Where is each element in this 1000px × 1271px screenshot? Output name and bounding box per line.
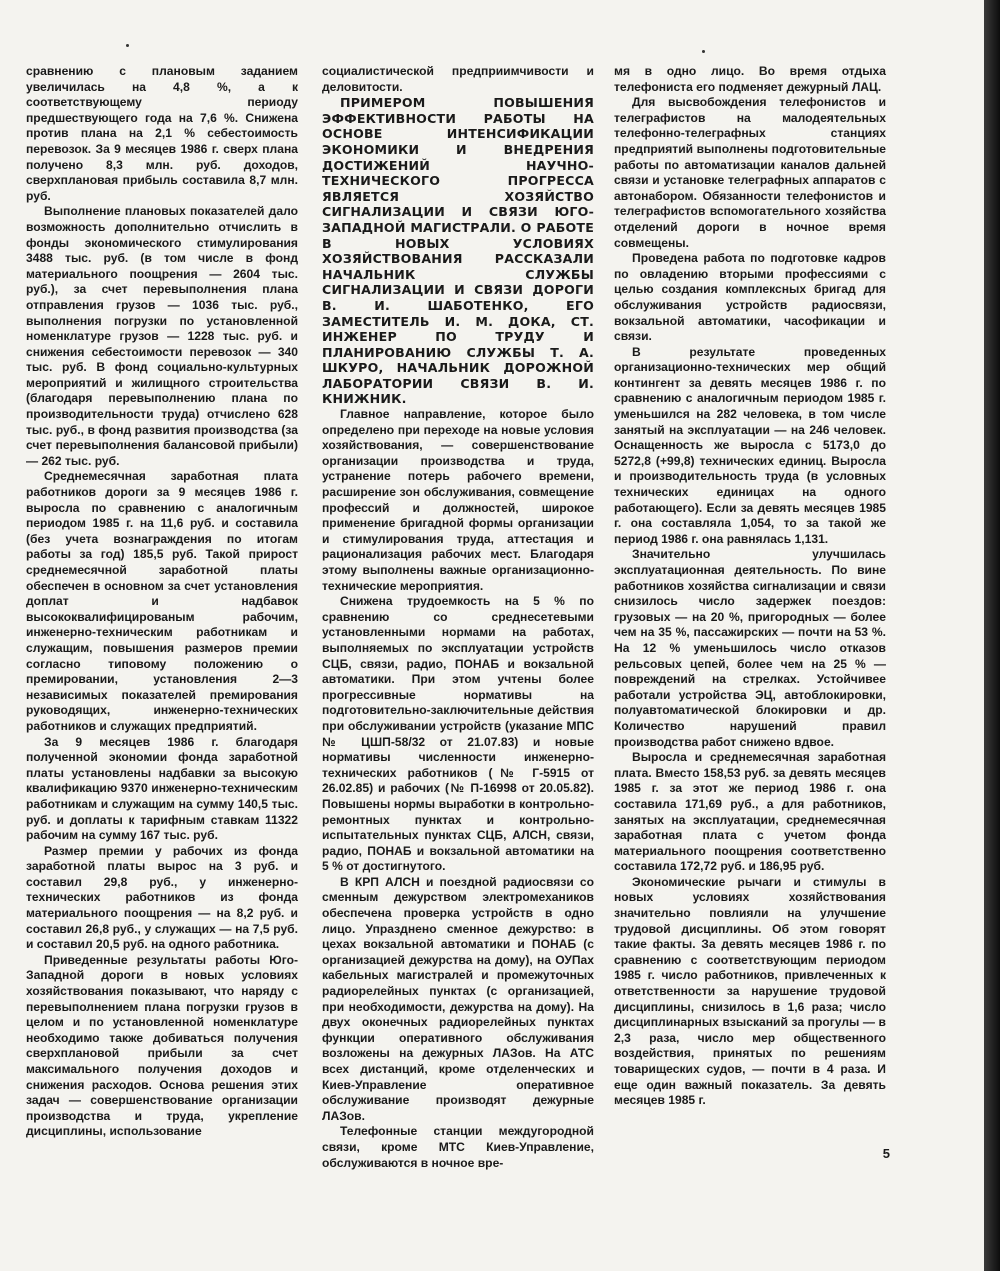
scan-speck	[126, 44, 129, 47]
paragraph: мя в одно лицо. Во время отдыха телефониста его подменяет дежурный ЛАЦ.	[614, 64, 886, 94]
text-column-3	[614, 64, 886, 1109]
paragraph: сравнению с плановым заданием увеличилась на 4,8 %, а к соответствующему периоду предшествующего года на 7,6 %. Снижена против плана на 2,1 % себестоимость перевозок. За 9 месяцев 1986 г. сверх плана получено 8,3 млн. руб. доходов, сверхплановая прибыль составила 8,7 млн. руб.	[26, 64, 298, 203]
paragraph: За 9 месяцев 1986 г. благодаря полученной экономии фонда заработной платы установлены надбавки за высокую квалификацию 9370 инженерно-техническим работникам и служащим на сумму 140,5 тыс. руб. и доплаты к тарифным ставкам 11322 рабочим на сумму 167 тыс. руб.	[26, 734, 298, 843]
text-column-2	[322, 64, 594, 1171]
paragraph: Главное направление, которое было определено при переходе на новые условия хозяйствования, — совершенствование организации производства и труда, устранение потерь рабочего времени, расширение зон обслуживания, совмещение профессий и должностей, широкое применение бригадной формы организации и стимулирования труда, аттестация и рационализация рабочих мест. Благодаря этому выполнены важные организационно-технические мероприятия.	[322, 407, 594, 593]
scan-edge	[984, 0, 1000, 1271]
paragraph: В результате проведенных организационно-технических мер общий контингент за девять месяцев 1986 г. по сравнению с аналогичным периодом 1985 г. уменьшился на 282 человека, в том числе занятый на эксплуатации — на 246 человек. Оснащенность же выросла с 5173,0 до 5272,8 (+99,8) технических единиц. Выросла и производительность труда (в условных технических единицах на одного работающего). Если за девять месяцев 1985 г. она составляла 1,054, то за такой же период 1986 г. она равнялась 1,131.	[614, 344, 886, 546]
paragraph: Выполнение плановых показателей дало возможность дополнительно отчислить в фонды экономического стимулирования 3488 тыс. руб. (в том числе в фонд материального поощрения — 2604 тыс. руб.), за счет перевыполнения плана отправления грузов — 1036 тыс. руб., выполнения погрузки по установленной номенклатуре грузов — 1228 тыс. руб. и снижения себестоимости перевозок — 340 тыс. руб. В фонд социально-культурных мероприятий и жилищного строительства (благодаря перевыполнению плана по производительности труда) отчислено 628 тыс. руб., в фонд развития производства (за счет перевыполнения балансовой прибыли) — 262 тыс. руб.	[26, 204, 298, 468]
paragraph: Для высвобождения телефонистов и телеграфистов на малодеятельных телефонно-телеграфных станциях предприятий выполнены подготовительные работы по автоматизации каналов дальней связи и установке телеграфных аппаратов с автонабором. Обязанности телефонистов и телеграфистов вспомогательного хозяйства отделений дороги в ночное время совмещены.	[614, 95, 886, 250]
paragraph: Среднемесячная заработная плата работников дороги за 9 месяцев 1986 г. выросла по сравнению с аналогичным периодом 1985 г. на 11,6 руб. и составила (без учета вознаграждения по итогам работы за год) 185,5 руб. Такой прирост среднемесячной заработной платы обеспечен в основном за счет установления доплат и надбавок высококвалифицированым рабочим, инженерно-техническим работникам и служащим, повышения размеров премии согласно типовому положению о премировании, установления 2—3 независимых показателей премирования руководящих, инженерно-технических работников и служащих предприятий.	[26, 469, 298, 733]
paragraph: социалистической предприимчивости и деловитости.	[322, 64, 594, 94]
lead-paragraph: ПРИМЕРОМ ПОВЫШЕНИЯ ЭФФЕКТИВНОСТИ РАБОТЫ НА ОСНОВЕ ИНТЕНСИФИКАЦИИ ЭКОНОМИКИ И ВНЕДРЕНИЯ ДОСТИЖЕНИЙ НАУЧНО-ТЕХНИЧЕСКОГО ПРОГРЕССА ЯВЛЯЕТСЯ ХОЗЯЙСТВО СИГНАЛИЗАЦИИ И СВЯЗИ ЮГО-ЗАПАДНОЙ МАГИСТРАЛИ. О РАБОТЕ В НОВЫХ УСЛОВИЯХ ХОЗЯЙСТВОВАНИЯ РАССКАЗАЛИ НАЧАЛЬНИК СЛУЖБЫ СИГНАЛИЗАЦИИ И СВЯЗИ ДОРОГИ В. И. ШАБОТЕНКО, ЕГО ЗАМЕСТИТЕЛЬ И. М. ДОКА, СТ. ИНЖЕНЕР ПО ТРУДУ И ПЛАНИРОВАНИЮ СЛУЖБЫ Т. А. ШКУРО, НАЧАЛЬНИК ДОРОЖНОЙ ЛАБОРАТОРИИ СВЯЗИ В. И. КНИЖНИК.	[322, 95, 594, 407]
paragraph: Значительно улучшилась эксплуатационная деятельность. По вине работников хозяйства сигнализации и связи снизилось число задержек поездов: грузовых — на 20 %, пригородных — более чем на 35 %, пассажирских — почти на 53 %. На 12 % уменьшилось число отказов рельсовых цепей, более чем на 25 % — повреждений на стрелках. Устойчивее работали устройства ЭЦ, автоблокировки, полуавтоматической блокировки и др. Количество нарушений правил производства работ снижено вдвое.	[614, 547, 886, 749]
paragraph: Размер премии у рабочих из фонда заработной платы вырос на 3 руб. и составил 29,8 руб., у инженерно-технических работников из фонда материального поощрения — на 8,2 руб. и составил 26,8 руб., у служащих — на 7,5 руб. и составил 20,5 руб. на одного работника.	[26, 843, 298, 952]
paragraph: Выросла и среднемесячная заработная плата. Вместо 158,53 руб. за девять месяцев 1985 г. за этот же период 1986 г. она составила 171,69 руб., а для работников, занятых на эксплуатации, среднемесячная заработная плата с учетом фонда материального поощрения соответственно составила 172,72 руб. и 186,95 руб.	[614, 750, 886, 874]
paragraph: Снижена трудоемкость на 5 % по сравнению со среднесетевыми установленными нормами на работах, выполняемых по эксплуатации устройств СЦБ, связи, радио, ПОНАБ и вокзальной автоматики. При этом учтены более прогрессивные нормативы на подготовительно-заключительные действия при обслуживании устройств (указание МПС № ЦШП-58/32 от 21.07.83) и новые нормативы численности инженерно-технических работников (№ Г-5915 от 26.02.85) и рабочих (№ П-16998 от 20.05.82). Повышены нормы выработки в контрольно-ремонтных пунктах и контрольно-испытательных пунктах СЦБ, АЛСН, связи, радио, ПОНАБ и вокзальной автоматики на 5 % от достигнутого.	[322, 594, 594, 874]
paragraph: Приведенные результаты работы Юго-Западной дороги в новых условиях хозяйствования показывают, что наряду с перевыполнением плана погрузки грузов в целом и по установленной номенклатуре необходимо также добиваться получения сверхплановой прибыли за счет максимального получения доходов и снижения расходов. Основа решения этих задач — совершенствование организации производства и труда, укрепление дисциплины, использование	[26, 952, 298, 1139]
page-number: 5	[882, 1146, 890, 1161]
text-column-1	[26, 64, 298, 1140]
paragraph: Экономические рычаги и стимулы в новых условиях хозяйствования значительно повлияли на улучшение трудовой дисциплины. Об этом говорят такие факты. За девять месяцев 1986 г. по сравнению с соответствующим периодом 1985 г. число работников, привлеченных к ответственности за нарушение трудовой дисциплины, снизилось в 1,6 раза; число дисциплинарных взысканий за прогулы — в 2,3 раза, число мер общественного воздействия, принятых по решениям товарищеских судов, — почти в 4 раза. И еще один важный показатель. За девять месяцев 1985 г.	[614, 874, 886, 1108]
paragraph: Проведена работа по подготовке кадров по овладению вторыми профессиями с целью создания комплексных бригад для обслуживания устройств радиосвязи, вокзальной автоматики, часофикации и связи.	[614, 251, 886, 344]
paragraph: В КРП АЛСН и поездной радиосвязи со сменным дежурством электромехаников обеспечена проверка устройств в одно лицо. Упразднено сменное дежурство: в цехах вокзальной автоматики и ПОНАБ (с организацией дежурства на дому), на ОУПах кабельных магистралей и промежуточных радиорелейных пунктах (с организацией, при необходимости, дежурства на дому). На двух оконечных радиорелейных пунктах функции оперативного обслуживания возложены на дежурных ЛАЗов. На АТС всех дистанций, кроме отделенческих и Киев-Управление оперативное обслуживание производят дежурные ЛАЗов.	[322, 874, 594, 1123]
paragraph: Телефонные станции междугородной связи, кроме МТС Киев-Управление, обслуживаются в ночное вре-	[322, 1124, 594, 1170]
scan-speck	[702, 50, 705, 53]
